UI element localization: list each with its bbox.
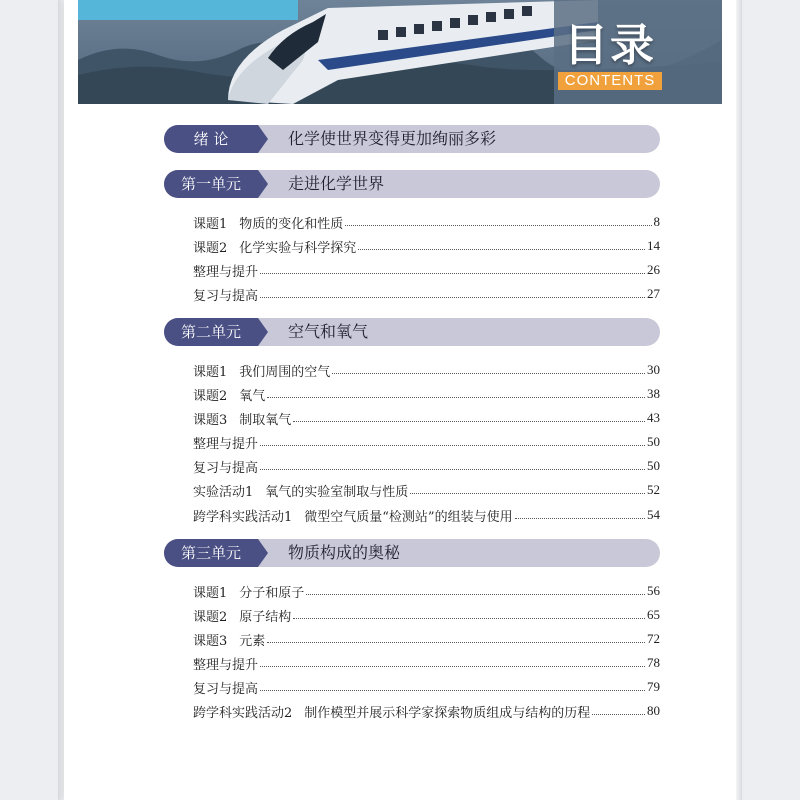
entry-title: 氧气 [239,388,266,404]
toc-entry[interactable] [193,481,660,499]
entry-title: 制取氧气 [239,412,292,428]
dot-leader [306,593,645,595]
dot-leader [332,372,645,374]
dot-leader [260,665,645,667]
entry-title: 我们周围的空气 [239,364,331,380]
entry-page: 54 [647,507,660,522]
entry-label-group [193,654,258,673]
page-edge-right [736,0,742,800]
entry-label-group [193,261,258,280]
unit-bar-3[interactable] [164,539,660,567]
entry-label: 课题1 [193,585,228,601]
toc-entry[interactable] [193,361,660,379]
entry-label: 课题2 [193,388,228,404]
toc-entry[interactable] [193,630,660,648]
entry-title: 元素 [239,633,266,649]
entry-page: 38 [647,386,660,401]
unit-tag: 第三单元 [164,539,258,567]
entry-label: 复习与提高 [193,460,259,476]
entry-page: 72 [647,631,660,646]
entry-label: 整理与提升 [193,264,259,280]
unit-title: 化学使世界变得更加绚丽多彩 [288,129,497,148]
unit-bar-2[interactable] [164,318,660,346]
entry-label: 整理与提升 [193,657,259,673]
dot-leader [267,396,645,398]
entry-label: 跨学科实践活动1 [193,509,293,525]
toc-entry[interactable] [193,506,660,524]
entry-page: 80 [647,703,660,718]
entry-label-group [193,481,408,500]
entry-label-group [193,385,265,404]
unit-bar-intro[interactable] [164,125,660,153]
header-banner [78,0,722,104]
entry-label: 跨学科实践活动2 [193,705,293,721]
contents-subtitle: CONTENTS [558,72,662,90]
entry-page: 52 [647,482,660,497]
dot-leader [358,248,645,250]
entry-page: 26 [647,262,660,277]
entry-label: 课题1 [193,364,228,380]
entry-title: 微型空气质量“检测站”的组装与使用 [304,509,513,525]
entry-label: 课题1 [193,216,228,232]
entry-label-group [193,285,258,304]
entry-label-group [193,630,265,649]
entry-label-group [193,433,258,452]
contents-title-block [558,22,662,90]
dot-leader [260,296,645,298]
entry-title: 化学实验与科学探究 [239,240,357,256]
entry-page: 30 [647,362,660,377]
toc-entry[interactable] [193,261,660,279]
dot-leader [260,444,645,446]
toc-entry[interactable] [193,433,660,451]
dot-leader [515,517,645,519]
entry-label-group [193,409,291,428]
entry-label-group [193,237,356,256]
toc-entry[interactable] [193,654,660,672]
entry-label: 复习与提高 [193,681,259,697]
unit-title: 走进化学世界 [288,174,385,193]
toc-entry[interactable] [193,213,660,231]
toc-entry[interactable] [193,582,660,600]
entry-page: 43 [647,410,660,425]
entry-label-group [193,606,291,625]
entry-title: 分子和原子 [239,585,305,601]
entry-title: 制作模型并展示科学家探索物质组成与结构的历程 [304,705,591,721]
entry-page: 65 [647,607,660,622]
dot-leader [410,492,645,494]
entry-label: 课题2 [193,609,228,625]
entry-page: 14 [647,238,660,253]
unit-bar-1[interactable] [164,170,660,198]
dot-leader [592,713,645,715]
entry-label-group [193,702,590,721]
dot-leader [293,420,645,422]
unit-tag: 第一单元 [164,170,258,198]
entry-page: 27 [647,286,660,301]
dot-leader [267,641,645,643]
dot-leader [260,468,645,470]
entry-label-group [193,213,343,232]
dot-leader [345,224,651,226]
toc-entry[interactable] [193,678,660,696]
entry-page: 50 [647,458,660,473]
entry-label-group [193,582,304,601]
entry-label: 课题3 [193,412,228,428]
toc-entry[interactable] [193,457,660,475]
entry-label: 实验活动1 [193,484,254,500]
entry-label: 课题3 [193,633,228,649]
dot-leader [260,689,645,691]
unit-tag: 第二单元 [164,318,258,346]
entry-label-group [193,506,513,525]
entry-label-group [193,457,258,476]
toc-entry[interactable] [193,606,660,624]
entry-title: 物质的变化和性质 [239,216,344,232]
entry-title: 氧气的实验室制取与性质 [265,484,409,500]
contents-title: 目录 [564,20,656,71]
entry-page: 8 [653,214,660,229]
entry-page: 50 [647,434,660,449]
entry-page: 79 [647,679,660,694]
toc-entry[interactable] [193,702,660,720]
unit-tag: 绪 论 [164,125,258,153]
unit-title: 物质构成的奥秘 [288,543,401,562]
entry-label-group [193,361,330,380]
dot-leader [293,617,645,619]
toc-entry[interactable] [193,409,660,427]
toc-entry[interactable] [193,385,660,403]
dot-leader [260,272,645,274]
entry-label: 复习与提高 [193,288,259,304]
entry-label: 整理与提升 [193,436,259,452]
toc-entry[interactable] [193,285,660,303]
entry-page: 78 [647,655,660,670]
entry-label: 课题2 [193,240,228,256]
entry-label-group [193,678,258,697]
entry-page: 56 [647,583,660,598]
entry-title: 原子结构 [239,609,292,625]
unit-title: 空气和氧气 [288,322,369,341]
toc-entry[interactable] [193,237,660,255]
